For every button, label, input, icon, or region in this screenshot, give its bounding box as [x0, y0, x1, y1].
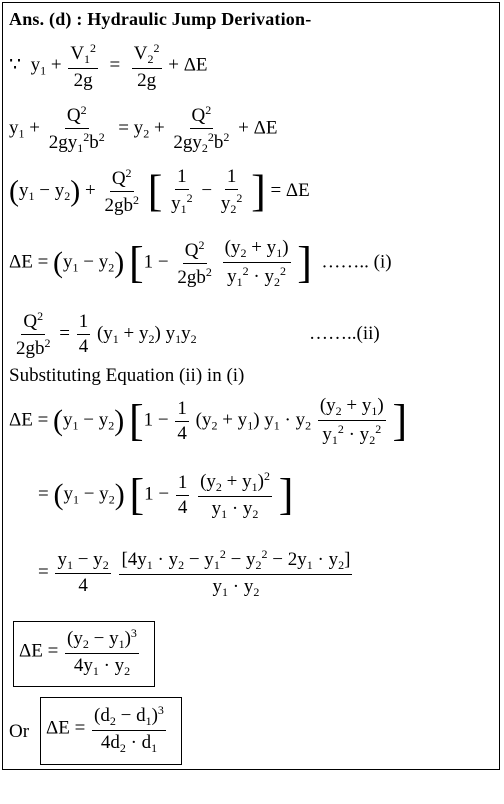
equation-ii: $\frac{Q^2}{2gb^2}$ = $\frac{1}{4}$ $(y_1 + y_2)$ $y_1y_2$: [16, 309, 197, 359]
equation-ii-label: ……..(ii): [309, 323, 380, 344]
equation-simplified-2: = $\frac{y_1 - y_2}{4}$ $\frac{[4y_1 \cdot y_2 - y_1^2 - y_2^2 - 2y_1 \cdot y_2]}{y_1 \cdot y_2}$: [38, 547, 351, 599]
equation-rearranged: $(y_1 - y_2)$ + $\frac{Q^2}{2gb^2}$ [ $\frac{1}{y_1^2}$ − $\frac{1}{y_2^2}$ ] = ΔE: [9, 166, 310, 217]
equation-simplified-1: = $(y_1 - y_2) [1$ − $\frac{1}{4}$ $\frac{(y_2 + y_1)^2}{y_1 \cdot y_2}$ ]: [38, 469, 294, 521]
or-text: Or: [9, 721, 30, 742]
because-symbol: ∵: [9, 54, 22, 76]
equation-i: $\Delta E = (y_1 - y_2) [1$ − $\frac{Q^2}{2gb^2}$ $\frac{(y_2 + y_1)}{y_1^2 \cdot y_2^2}$ ] …….. (i): [9, 237, 392, 289]
substituting-text: Substituting Equation (ii) in (i): [9, 365, 245, 386]
result-equation-y: ΔE = $\frac{(y_2 - y_1)^3}{4y_1 \cdot y_2}$: [19, 626, 137, 678]
equation-i-label: …….. (i): [321, 251, 392, 273]
equation-discharge-form: $y_1$ + $\frac{Q^2}{2gy_1^2b^2}$ = $y_2$ + $\frac{Q^2}{2gy_2^2b^2}$ + ΔE: [9, 103, 278, 155]
equation-substituted: $\Delta E = (y_1 - y_2) [1$ − $\frac{1}{4}$ $(y_2 + y_1) y_1 \cdot y_2$ $\frac{(y_2 + y_1)}{y_1^2 \cdot y_2^2}$ ]: [9, 395, 408, 447]
result-equation-d: ΔE = $\frac{(d_2 - d_1)^3}{4d_2 \cdot d_1}$: [46, 703, 164, 755]
equation-energy-balance: ∵ $y_1$ + $\frac{V_1^2}{2g}$ = $\frac{V_2^2}{2g}$ + ΔE: [9, 41, 208, 91]
answer-title: Ans. (d) : Hydraulic Jump Derivation-: [9, 9, 312, 29]
